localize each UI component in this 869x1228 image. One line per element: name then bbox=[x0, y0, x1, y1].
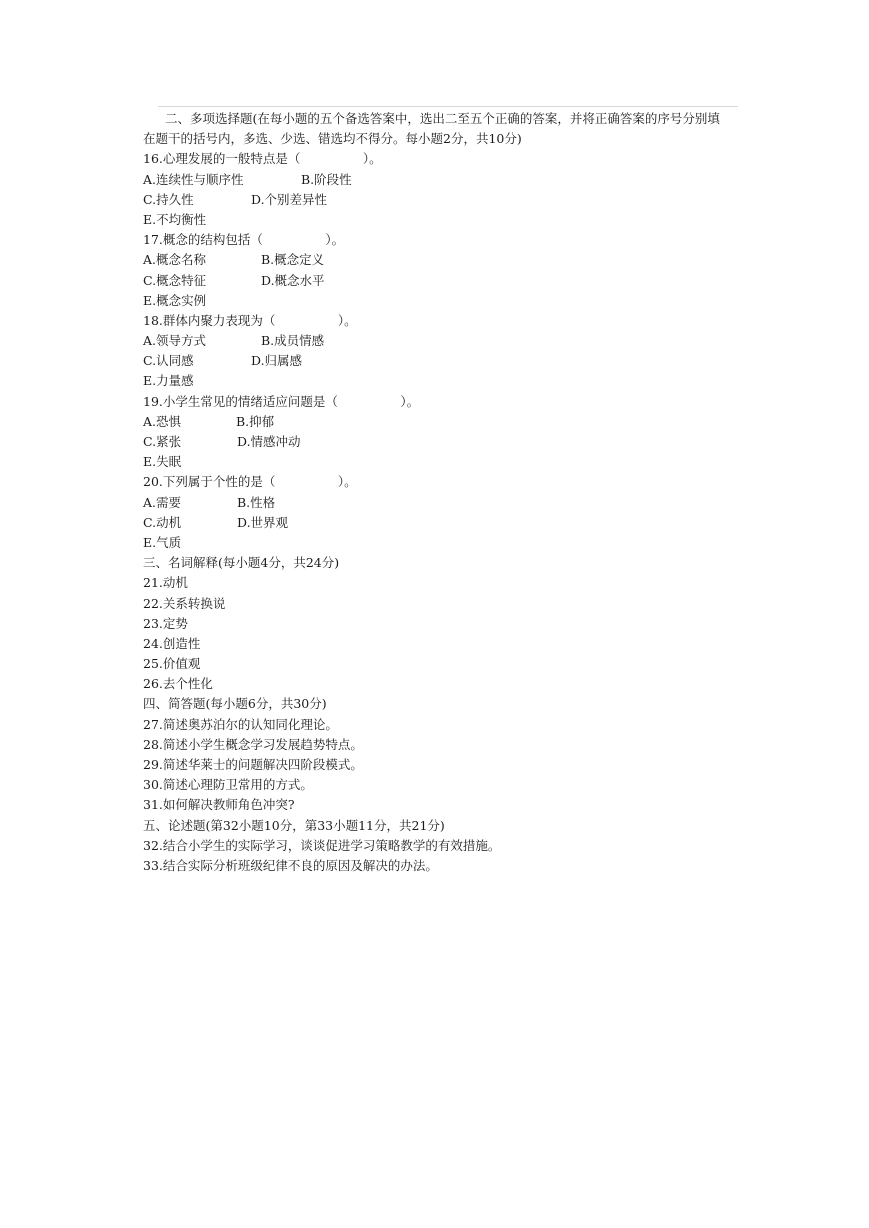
question-20-options-row1 bbox=[143, 493, 748, 513]
question-19-options-row2 bbox=[143, 432, 748, 452]
question-19-stem: 19.小学生常见的情绪适应问题是（ ）。 bbox=[143, 393, 420, 409]
question-18-option-e: E.力量感 bbox=[143, 373, 194, 389]
question-17-options-row2 bbox=[143, 271, 748, 291]
question-20-stem: 20.下列属于个性的是（ ）。 bbox=[143, 474, 357, 490]
question-17-option-e: E.概念实例 bbox=[143, 292, 207, 308]
section5-item-33: 33.结合实际分析班级纪律不良的原因及解决的办法。 bbox=[143, 857, 438, 873]
question-17-stem: 17.概念的结构包括（ ）。 bbox=[143, 232, 345, 248]
section4-item-30: 30.简述心理防卫常用的方式。 bbox=[143, 777, 313, 793]
section3-item-25: 25.价值观 bbox=[143, 656, 201, 672]
section5-heading: 五、论述题(第32小题10分，第33小题11分，共21分) bbox=[143, 817, 445, 833]
section3-item-22: 22.关系转换说 bbox=[143, 595, 226, 611]
section4-item-29: 29.简述华莱士的问题解决四阶段模式。 bbox=[143, 757, 363, 772]
question-19-option-b: B.抑郁 bbox=[236, 413, 275, 429]
section2-heading-line2: 在题干的括号内，多选、少选、错选均不得分。每小题2分，共10分) bbox=[143, 131, 522, 147]
question-17-option-b: B.概念定义 bbox=[261, 252, 325, 268]
question-16-option-e: E.不均衡性 bbox=[143, 211, 207, 227]
question-18-options-row2 bbox=[143, 351, 748, 371]
question-20-option-a: A.需要 bbox=[143, 494, 182, 510]
question-16-option-d: D.个别差异性 bbox=[251, 191, 328, 207]
section3-heading: 三、名词解释(每小题4分，共24分) bbox=[143, 555, 340, 571]
exam-content bbox=[143, 109, 748, 876]
question-19-option-d: D.情感冲动 bbox=[237, 434, 301, 449]
section4-item-27: 27.简述奥苏泊尔的认知同化理论。 bbox=[143, 716, 338, 732]
section3-item-21: 21.动机 bbox=[143, 575, 188, 591]
question-18-option-d: D.归属感 bbox=[251, 353, 303, 369]
page-top-rule bbox=[158, 106, 738, 107]
question-18-option-a: A.领导方式 bbox=[143, 333, 207, 349]
question-16-stem: 16.心理发展的一般特点是（ ）。 bbox=[143, 151, 382, 167]
section2-heading-line1: 二、多项选择题(在每小题的五个备选答案中，选出二至五个正确的答案，并将正确答案的序号分别填 bbox=[165, 111, 720, 126]
section3-item-24: 24.创造性 bbox=[143, 635, 201, 651]
question-16-option-a: A.连续性与顺序性 bbox=[143, 171, 244, 187]
section5-item-32: 32.结合小学生的实际学习，谈谈促进学习策略教学的有效措施。 bbox=[143, 837, 501, 853]
question-16-option-c: C.持久性 bbox=[143, 191, 194, 207]
question-20-options-row2 bbox=[143, 513, 748, 533]
question-18-stem: 18.群体内聚力表现为（ ）。 bbox=[143, 312, 357, 328]
question-17-option-c: C.概念特征 bbox=[143, 272, 207, 288]
question-18-option-c: C.认同感 bbox=[143, 353, 194, 369]
question-20-option-c: C.动机 bbox=[143, 514, 182, 530]
question-20-option-d: D.世界观 bbox=[237, 514, 289, 530]
section4-heading: 四、简答题(每小题6分，共30分) bbox=[143, 696, 327, 712]
question-17-option-d: D.概念水平 bbox=[261, 272, 325, 288]
question-17-options-row1 bbox=[143, 250, 748, 270]
question-20-option-b: B.性格 bbox=[237, 494, 276, 510]
section3-item-23: 23.定势 bbox=[143, 615, 188, 631]
question-19-option-e: E.失眠 bbox=[143, 454, 182, 470]
question-19-option-a: A.恐惧 bbox=[143, 413, 182, 429]
section3-item-26: 26.去个性化 bbox=[143, 676, 213, 692]
question-16-option-b: B.阶段性 bbox=[301, 171, 352, 187]
question-20-option-e: E.气质 bbox=[143, 534, 182, 550]
question-16-options-row1 bbox=[143, 170, 748, 190]
question-19-option-c: C.紧张 bbox=[143, 434, 182, 449]
question-18-options-row1 bbox=[143, 331, 748, 351]
question-19-options-row1 bbox=[143, 412, 748, 432]
section4-item-28: 28.简述小学生概念学习发展趋势特点。 bbox=[143, 736, 363, 752]
question-18-option-b: B.成员情感 bbox=[261, 333, 325, 349]
question-17-option-a: A.概念名称 bbox=[143, 252, 207, 268]
section4-item-31: 31.如何解决教师角色冲突? bbox=[143, 797, 295, 813]
question-16-options-row2 bbox=[143, 190, 748, 210]
